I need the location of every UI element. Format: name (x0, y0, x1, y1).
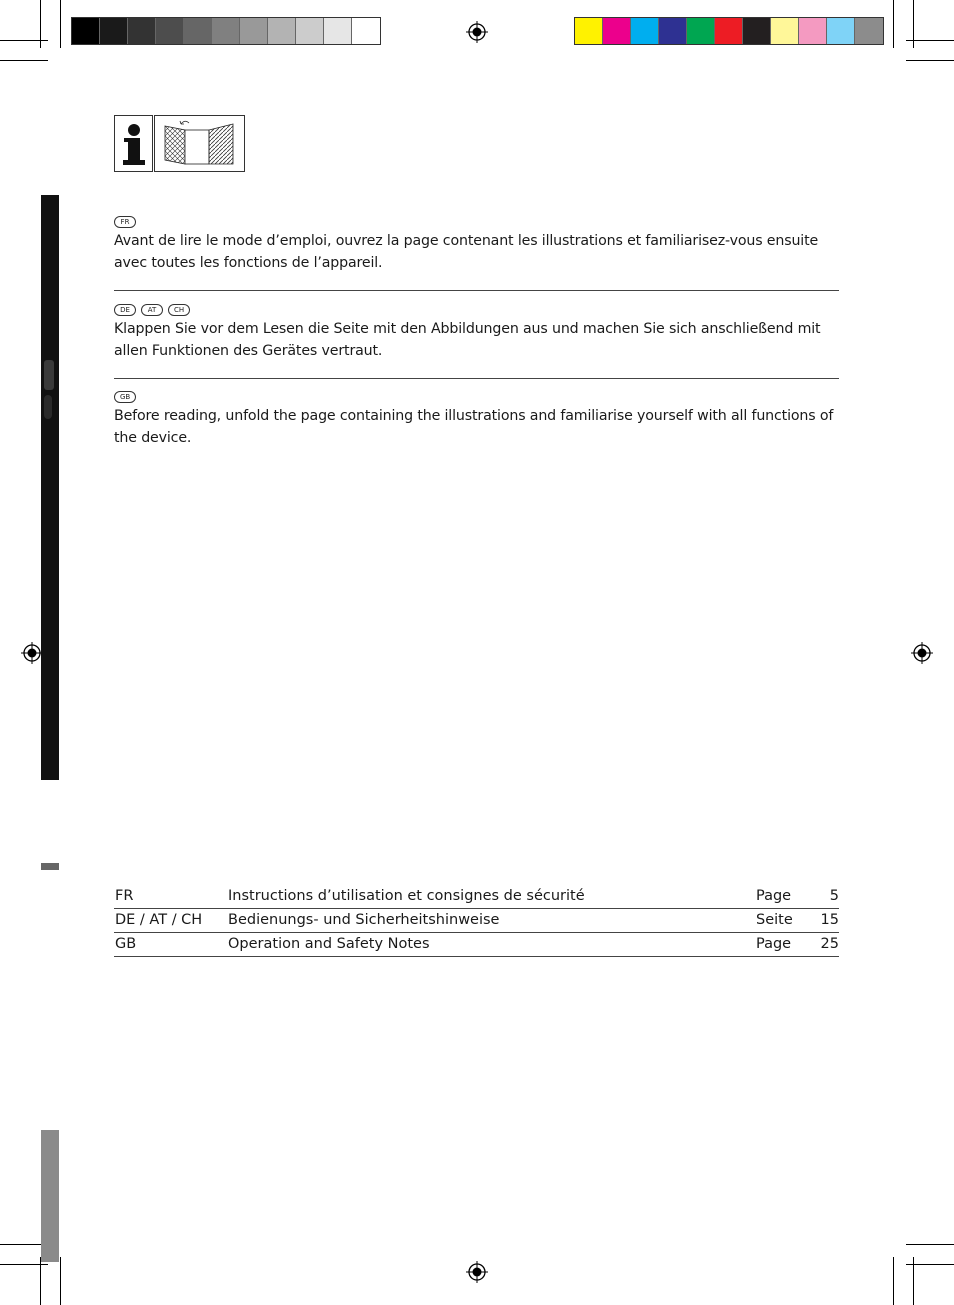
toc-row[interactable] (114, 885, 839, 909)
toc-title: Operation and Safety Notes (228, 936, 430, 952)
section-de-at-ch (114, 304, 839, 362)
language-badges (114, 304, 839, 316)
language-badge: DE (114, 304, 136, 316)
color-swatch (771, 18, 799, 44)
paragraph: Klappen Sie vor dem Lesen die Seite mit den Abbildungen aus und machen Sie sich anschließend mit allen Funktionen des Gerätes vertraut. (114, 321, 821, 359)
color-swatch (631, 18, 659, 44)
toc-title: Instructions d’utilisation et consignes de sécurité (228, 888, 585, 904)
color-swatch (100, 18, 128, 44)
paragraph: Avant de lire le mode d’emploi, ouvrez la page contenant les illustrations et familiarisez-vous ensuite avec toutes les fonctions de l’appareil. (114, 233, 819, 271)
side-marker (41, 863, 59, 870)
toc-page-word: Page (756, 936, 792, 952)
color-swatch (72, 18, 100, 44)
color-swatch (128, 18, 156, 44)
registration-mark-icon (911, 642, 933, 664)
toc-page-word: Page (756, 888, 792, 904)
registration-mark-icon (466, 1261, 488, 1283)
color-swatch (603, 18, 631, 44)
color-swatch (184, 18, 212, 44)
toc-page-number: 25 (820, 936, 839, 952)
registration-mark-icon (21, 642, 43, 664)
process-color-bar (574, 17, 884, 45)
toc-page-word: Seite (756, 912, 793, 928)
color-swatch (575, 18, 603, 44)
side-photo-strip (41, 195, 59, 780)
language-badges (114, 391, 839, 403)
color-swatch (324, 18, 352, 44)
color-swatch (296, 18, 324, 44)
color-swatch (240, 18, 268, 44)
side-photo-detail (44, 395, 52, 419)
toc-row[interactable] (114, 909, 839, 933)
toc-language: DE / AT / CH (115, 912, 203, 928)
toc-page-number: 5 (829, 888, 839, 904)
language-badge: FR (114, 216, 136, 228)
toc-page-number: 15 (820, 912, 839, 928)
section-gb (114, 391, 839, 449)
color-swatch (799, 18, 827, 44)
toc-language: FR (115, 888, 134, 904)
color-swatch (827, 18, 855, 44)
side-photo-detail (44, 360, 54, 390)
paragraph: Before reading, unfold the page containing the illustrations and familiarise yourself with all functions of the device. (114, 408, 834, 446)
color-swatch (687, 18, 715, 44)
registration-mark-icon (466, 21, 488, 43)
language-badge: AT (141, 304, 163, 316)
color-swatch (855, 18, 883, 44)
divider (114, 290, 839, 291)
divider (114, 378, 839, 379)
color-swatch (156, 18, 184, 44)
info-icon (114, 115, 153, 172)
color-swatch (659, 18, 687, 44)
toc-language: GB (115, 936, 137, 952)
language-badge: CH (168, 304, 190, 316)
gray-color-bar (71, 17, 381, 45)
language-badges (114, 216, 839, 228)
toc-title: Bedienungs- und Sicherheitshinweise (228, 912, 500, 928)
color-swatch (212, 18, 240, 44)
section-fr (114, 216, 839, 274)
side-gray-strip (41, 1130, 59, 1262)
toc-row[interactable] (114, 933, 839, 957)
color-swatch (352, 18, 380, 44)
language-badge: GB (114, 391, 136, 403)
color-swatch (715, 18, 743, 44)
foldout-page-icon (154, 115, 245, 172)
color-swatch (268, 18, 296, 44)
table-of-contents (114, 885, 839, 957)
color-swatch (743, 18, 771, 44)
